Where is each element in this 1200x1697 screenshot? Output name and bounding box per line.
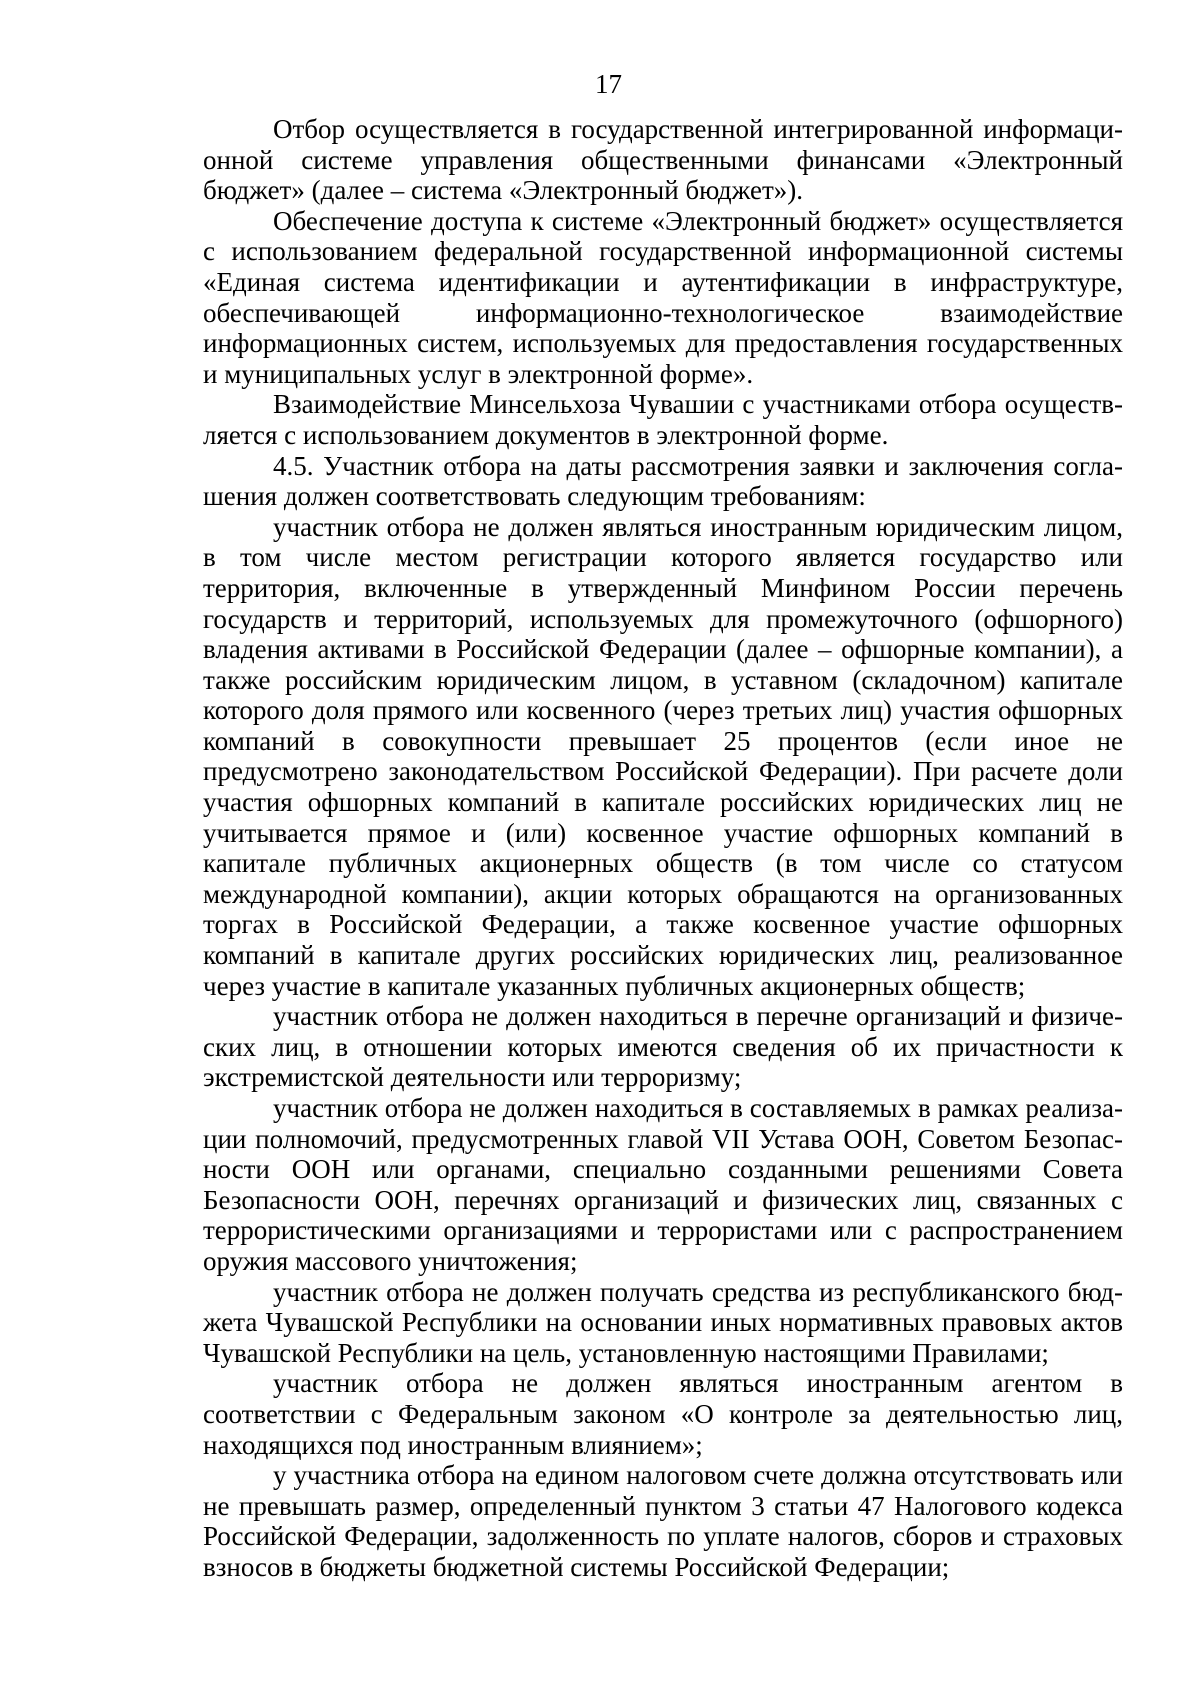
paragraph-extremism-list: участник отбора не должен находиться в перечне организаций и физических лиц, в отношении которых имеются сведения об их причастности к экстремистской деятельности или терроризму; xyxy=(203,1001,1123,1093)
paragraph-un-sanctions-list: участник отбора не должен находиться в составляемых в рамках реализации полномочий, предусмотренных главой VII Устава ООН, Советом Безопасности ООН или органами, специально созданными решениями Совета Безопасности ООН, перечнях организаций и физических лиц, связанных с террористическими организациями и террористами или с распространением оружия массового уничтожения; xyxy=(203,1093,1123,1276)
paragraph-tax-debt: у участника отбора на едином налоговом счете должна отсутствовать или не превышать размер, определенный пунктом 3 статьи 47 Налогового кодекса Российской Федерации, задолженность по уплате налогов, сборов и страховых взносов в бюджеты бюджетной системы Российской Федерации; xyxy=(203,1460,1123,1582)
paragraph-electronic-interaction: Взаимодействие Минсельхоза Чувашии с участниками отбора осуществляется с использованием документов в электронной форме. xyxy=(203,389,1123,450)
document-body xyxy=(203,114,1123,1583)
paragraph-offshore-requirement: участник отбора не должен являться иностранным юридическим лицом, в том числе местом регистрации которого является государство или территория, включенные в утвержденный Минфином России перечень государств и территорий, используемых для промежуточного (офшорного) владения активами в Российской Федерации (далее – офшорные компании), а также российским юридическим лицом, в уставном (складочном) капитале которого доля прямого или косвенного (через третьих лиц) участия офшорных компаний в совокупности превышает 25 процентов (если иное не предусмотрено законодательством Российской Федерации). При расчете доли участия офшорных компаний в капитале российских юридических лиц не учитывается прямое и (или) косвенное участие офшорных компаний в капитале публичных акционерных обществ (в том числе со статусом международной компании), акции которых обращаются на организованных торгах в Российской Федерации, а также косвенное участие офшорных компаний в капитале других российских юридических лиц, реализованное через участие в капитале указанных публичных акционерных обществ; xyxy=(203,511,1123,1001)
paragraph-electronic-budget-system: Отбор осуществляется в государственной интегрированной информационной системе управления общественными финансами «Электронный бюджет» (далее – система «Электронный бюджет»). xyxy=(203,114,1123,206)
paragraph-no-other-funds: участник отбора не должен получать средства из республиканского бюджета Чувашской Республики на основании иных нормативных правовых актов Чувашской Республики на цель, установленную настоящими Правилами; xyxy=(203,1276,1123,1368)
paragraph-section-4-5: 4.5. Участник отбора на даты рассмотрения заявки и заключения соглашения должен соответствовать следующим требованиям: xyxy=(203,450,1123,512)
paragraph-system-access: Обеспечение доступа к системе «Электронный бюджет» осуществляется с использованием федеральной государственной информационной системы «Единая система идентификации и аутентификации в инфраструктуре, обеспечивающей информационно-технологическое взаимодействие информационных систем, используемых для предоставления государственных и муниципальных услуг в электронной форме». xyxy=(203,205,1123,389)
page-number: 17 xyxy=(595,69,622,99)
paragraph-foreign-agent: участник отбора не должен являться иностранным агентом в соответствии с Федеральным законом «О контроле за деятельностью лиц, находящихся под иностранным влиянием»; xyxy=(203,1368,1123,1460)
